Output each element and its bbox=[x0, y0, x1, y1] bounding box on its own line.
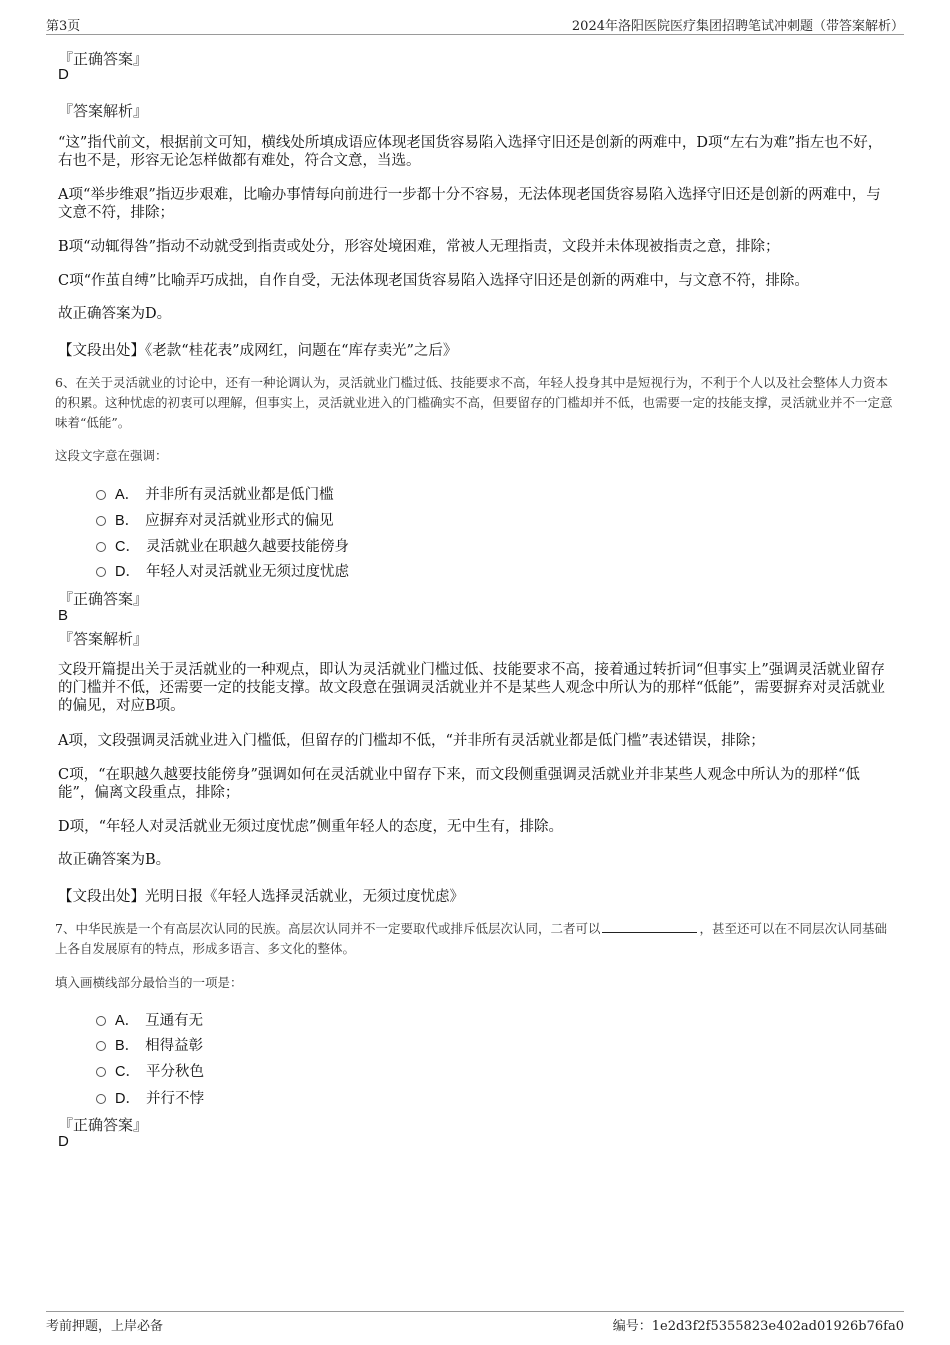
page-number: 第3页 bbox=[46, 19, 81, 34]
question-prompt: 这段文字意在强调： bbox=[55, 448, 168, 463]
correct-answer-label: 『正确答案』 bbox=[58, 50, 149, 68]
option-c[interactable]: C． 平分秋色 bbox=[96, 1060, 204, 1081]
conclusion-text: 故正确答案为B。 bbox=[58, 852, 171, 868]
option-a[interactable]: A． 并非所有灵活就业都是低门槛 bbox=[96, 483, 334, 504]
source-citation: 【文段出处】《老款“桂花表”成网红，问题在“库存卖光”之后》 bbox=[58, 343, 458, 359]
page-footer bbox=[46, 1311, 904, 1336]
explanation-paragraph: 文段开篇提出关于灵活就业的一种观点，即认为灵活就业门槛过低、技能要求不高，接着通过转折词“但事实上”强调灵活就业留存的门槛并不低，还需要一定的技能支撑。故文段意在强调灵活就业并不是某些人观念中所认为的那样“低能”，需要摒弃对灵活就业的偏见，对应B项。 bbox=[58, 662, 885, 714]
explanation-label: 『答案解析』 bbox=[58, 102, 149, 120]
option-c[interactable]: C． 灵活就业在职越久越要技能傍身 bbox=[96, 535, 349, 556]
explanation-label: 『答案解析』 bbox=[58, 630, 149, 648]
option-a[interactable]: A． 互通有无 bbox=[96, 1009, 203, 1030]
correct-answer-value: B bbox=[58, 607, 69, 624]
page-header bbox=[46, 14, 904, 35]
explanation-paragraph: D项，“年轻人对灵活就业无须过度忧虑”侧重年轻人的态度，无中生有，排除。 bbox=[58, 819, 563, 835]
explanation-paragraph: C项，“在职越久越要技能傍身”强调如何在灵活就业中留存下来，而文段侧重强调灵活就业并非某些人观念中所认为的那样“低能”，偏离文段重点，排除； bbox=[58, 767, 860, 801]
conclusion-text: 故正确答案为D。 bbox=[58, 306, 172, 322]
question-stem: 6、在关于灵活就业的讨论中，还有一种论调认为，灵活就业门槛过低、技能要求不高，年轻人投身其中是短视行为，不利于个人以及社会整体人力资本的积累。这种忧虑的初衷可以理解，但事实上，灵活就业进入的门槛确实不高，但要留存的门槛却并不低，也需要一定的技能支撑，灵活就业并不一定意味着“低能”。 bbox=[55, 375, 893, 430]
explanation-paragraph: C项“作茧自缚”比喻弄巧成拙，自作自受，无法体现老国货容易陷入选择守旧还是创新的两难中，与文意不符，排除。 bbox=[58, 273, 809, 289]
radio-button-icon[interactable] bbox=[96, 542, 106, 552]
explanation-paragraph: “这”指代前文，根据前文可知，横线处所填成语应体现老国货容易陷入选择守旧还是创新的两难中，D项“左右为难”指左也不好，右也不是，形容无论怎样做都有难处，符合文意，当选。 bbox=[58, 135, 883, 169]
explanation-paragraph: A项，文段强调灵活就业进入门槛低，但留存的门槛却不低，“并非所有灵活就业都是低门槛”表述错误，排除； bbox=[58, 733, 765, 749]
source-citation: 【文段出处】光明日报《年轻人选择灵活就业，无须过度忧虑》 bbox=[58, 889, 464, 905]
radio-button-icon[interactable] bbox=[96, 1067, 106, 1077]
explanation-paragraph: A项“举步维艰”指迈步艰难，比喻办事情每向前进行一步都十分不容易，无法体现老国货容易陷入选择守旧还是创新的两难中，与文意不符，排除； bbox=[58, 187, 881, 221]
correct-answer-value: D bbox=[58, 66, 69, 83]
option-b[interactable]: B． 应摒弃对灵活就业形式的偏见 bbox=[96, 509, 334, 530]
correct-answer-value: D bbox=[58, 1133, 69, 1150]
fill-in-blank bbox=[602, 920, 697, 933]
correct-answer-label: 『正确答案』 bbox=[58, 590, 149, 608]
radio-button-icon[interactable] bbox=[96, 567, 106, 577]
radio-button-icon[interactable] bbox=[96, 1016, 106, 1026]
radio-button-icon[interactable] bbox=[96, 516, 106, 526]
radio-button-icon[interactable] bbox=[96, 1041, 106, 1051]
radio-button-icon[interactable] bbox=[96, 490, 106, 500]
document-title: 2024年洛阳医院医疗集团招聘笔试冲刺题（带答案解析） bbox=[571, 19, 904, 34]
question-stem: 7、中华民族是一个有高层次认同的民族。高层次认同并不一定要取代或排斥低层次认同，二者可以 ，甚至还可以在不同层次认同基础上各自发展原有的特点，形成多语言、多文化的整体。 bbox=[55, 921, 887, 956]
explanation-paragraph: B项“动辄得咎”指动不动就受到指责或处分，形容处境困难，常被人无理指责，文段并未体现被指责之意，排除； bbox=[58, 239, 780, 255]
correct-answer-label: 『正确答案』 bbox=[58, 1116, 149, 1134]
option-d[interactable]: D． 并行不悖 bbox=[96, 1087, 204, 1108]
option-b[interactable]: B． 相得益彰 bbox=[96, 1034, 203, 1055]
document-id: 编号：1e2d3f2f5355823e402ad01926b76fa0 bbox=[612, 1319, 904, 1334]
question-prompt: 填入画横线部分最恰当的一项是： bbox=[55, 975, 243, 990]
footer-slogan: 考前押题，上岸必备 bbox=[46, 1319, 164, 1334]
radio-button-icon[interactable] bbox=[96, 1094, 106, 1104]
option-d[interactable]: D． 年轻人对灵活就业无须过度忧虑 bbox=[96, 560, 349, 581]
